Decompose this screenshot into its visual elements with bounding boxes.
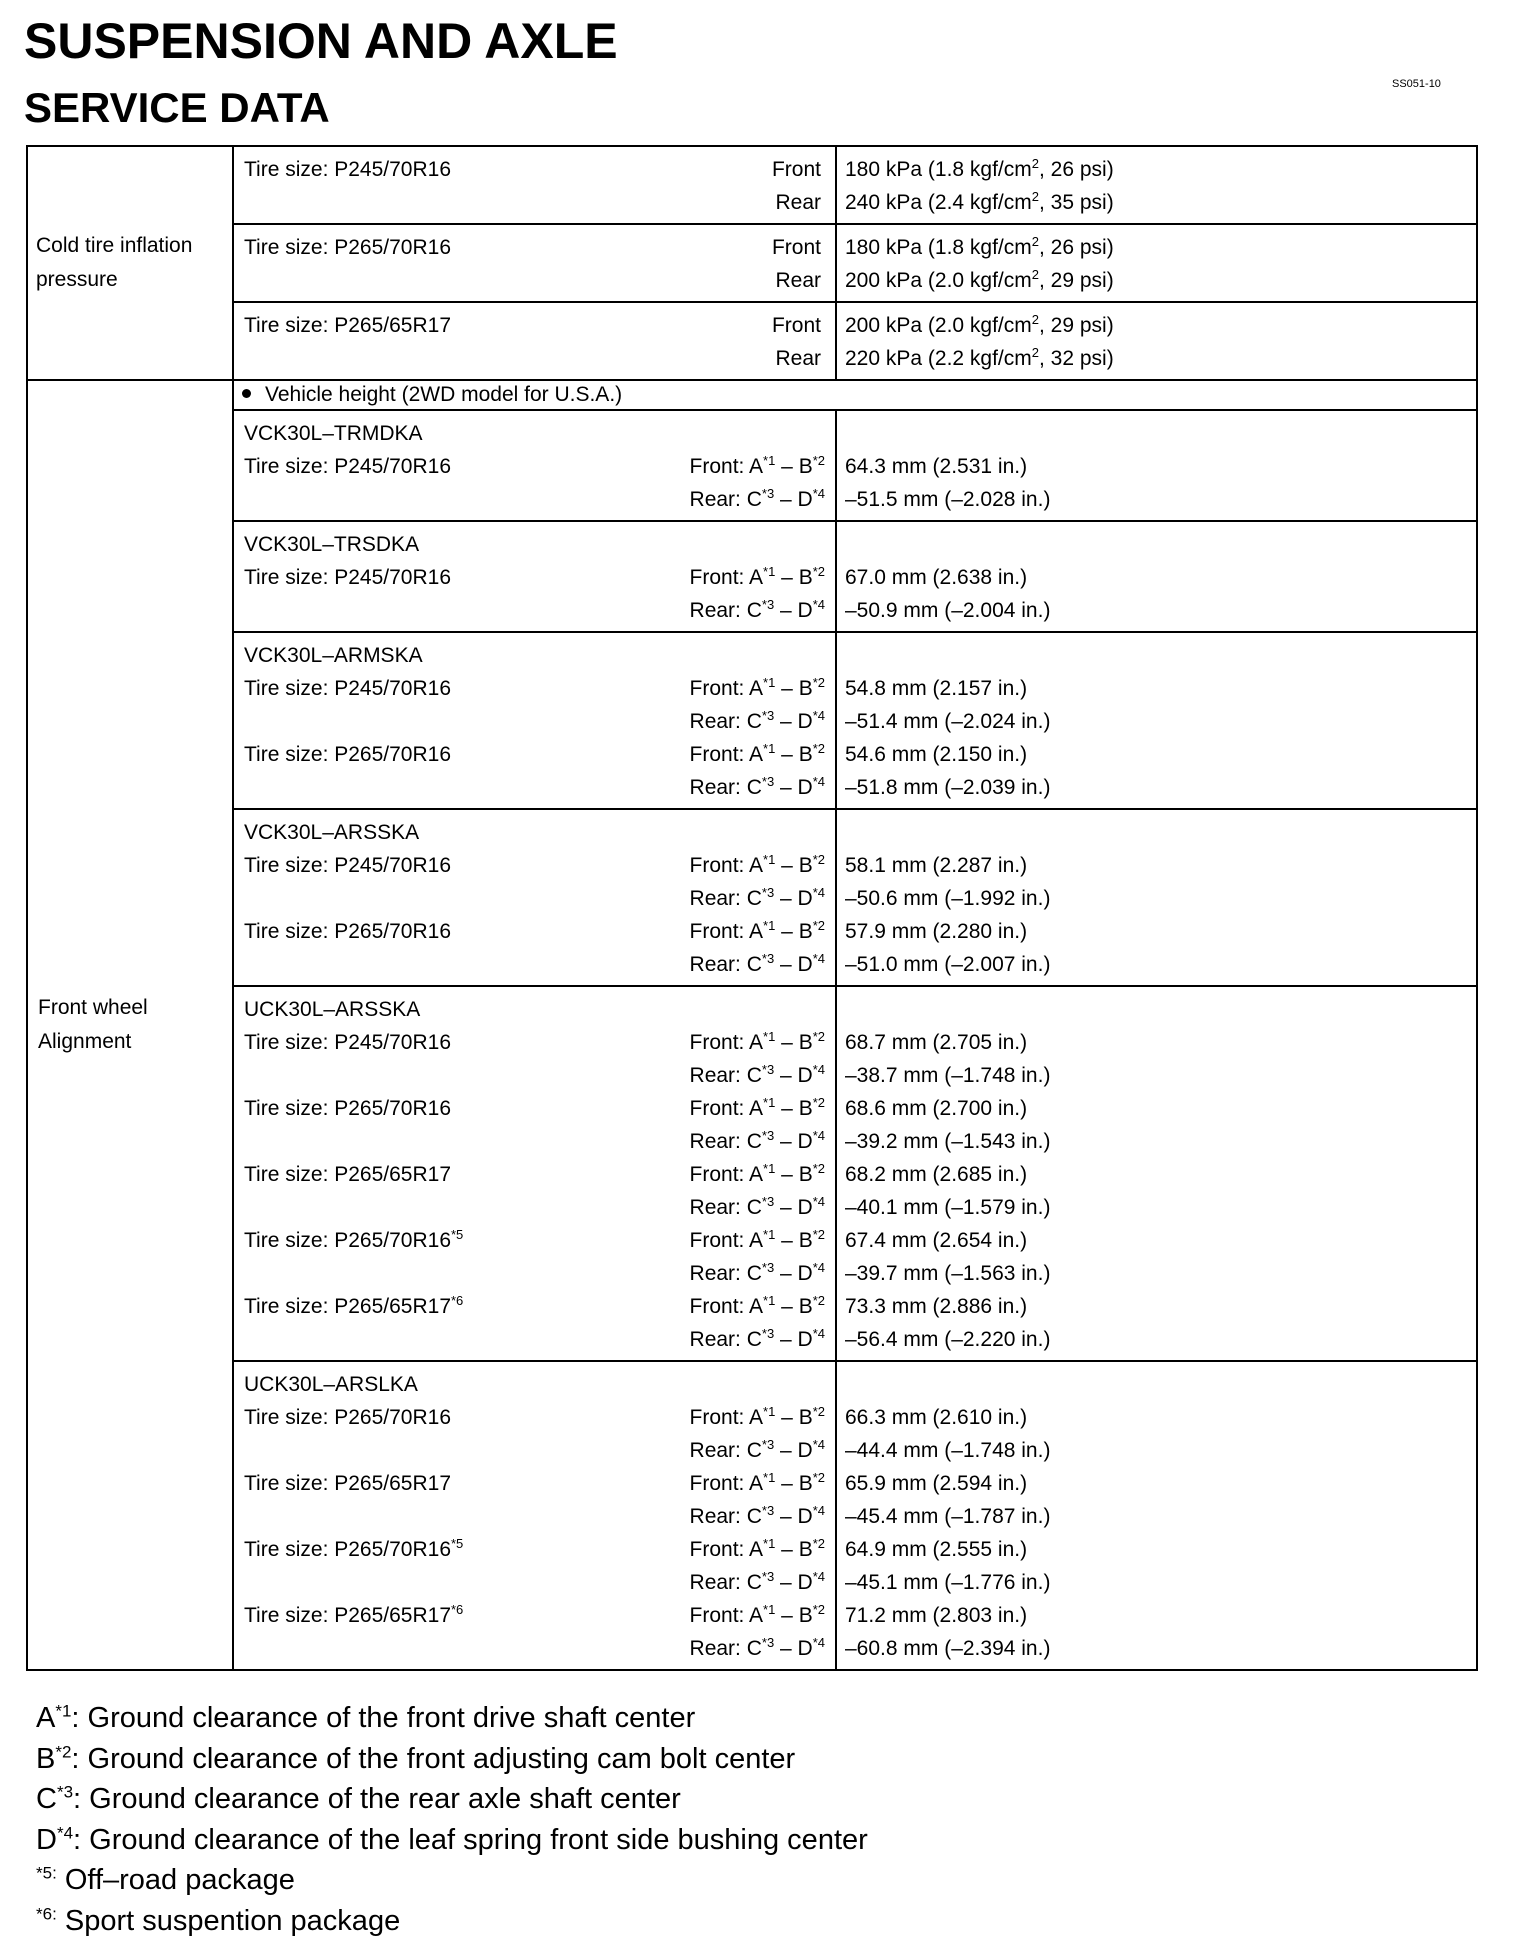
rear-value: –39.2 mm (–1.543 in.) [845, 1130, 1051, 1153]
front-value: 68.2 mm (2.685 in.) [845, 1163, 1028, 1186]
label-column [234, 225, 837, 301]
table-row [27, 1361, 1477, 1670]
model-name: UCK30L–ARSLKA [244, 1373, 418, 1396]
tire-line [244, 309, 825, 342]
footnote [36, 1860, 868, 1901]
table-row [27, 632, 1477, 809]
rear-line [244, 1257, 825, 1290]
front-label: Front: $A^{*1} - B^{*2}$ [689, 1029, 825, 1054]
label-column [234, 633, 837, 808]
front-line [244, 672, 825, 705]
front-value: 71.2 mm (2.803 in.) [845, 1604, 1028, 1627]
rear-label: Rear: $C^{*3} - D^{*4}$ [689, 1194, 825, 1219]
front-label: Front: $A^{*1} - B^{*2}$ [689, 453, 825, 478]
section-title: SERVICE DATA [24, 84, 330, 131]
rear-label: Rear: $C^{*3} - D^{*4}$ [689, 597, 825, 622]
rear-line [244, 594, 825, 627]
table-row [27, 224, 1477, 302]
model-name: UCK30L–ARSSKA [244, 998, 421, 1021]
footnote [36, 1698, 868, 1739]
front-line [244, 1224, 825, 1257]
tire-size: Tire size: P265/65R17 [244, 314, 451, 337]
rear-value: –40.1 mm (–1.579 in.) [845, 1196, 1051, 1219]
tire-size: Tire size: P265/70R16 [244, 743, 451, 766]
footnote-sup: *6: [36, 1903, 57, 1923]
rear-line [244, 705, 825, 738]
blank-line [845, 1368, 1468, 1401]
value-column [837, 147, 1476, 223]
front-value: 54.6 mm (2.150 in.) [845, 743, 1028, 766]
label-column [234, 987, 837, 1360]
tire-size: Tire size: P265/70R16$^{*5}$ [244, 1536, 464, 1561]
front-label: Front: $A^{*1} - B^{*2}$ [689, 564, 825, 589]
label-column [234, 810, 837, 985]
label-column [234, 411, 837, 520]
rear-value: –50.6 mm (–1.992 in.) [845, 887, 1051, 910]
table-row [27, 146, 1477, 224]
rear-value: –51.0 mm (–2.007 in.) [845, 953, 1051, 976]
model-cell [233, 986, 1477, 1361]
value-cell [233, 146, 1477, 224]
front-label: Front [771, 236, 821, 259]
front-value: 57.9 mm (2.280 in.) [845, 920, 1028, 943]
rear-line [244, 1632, 825, 1665]
rear-line [244, 1566, 825, 1599]
spec-grid [234, 633, 1476, 808]
spec-grid [234, 810, 1476, 985]
footnote-text: : Ground clearance of the rear axle shaft center [73, 1783, 681, 1815]
front-value: 68.6 mm (2.700 in.) [845, 1097, 1028, 1120]
rear-label: Rear: $C^{*3} - D^{*4}$ [689, 1326, 825, 1351]
table-row [27, 809, 1477, 986]
label-column [234, 147, 837, 223]
tire-size: Tire size: P265/65R17$^{*6}$ [244, 1293, 464, 1318]
footnote [36, 1901, 868, 1942]
rear-value: –39.7 mm (–1.563 in.) [845, 1262, 1051, 1285]
rear-label: Rear [775, 191, 821, 214]
front-label: Front: $A^{*1} - B^{*2}$ [689, 1161, 825, 1186]
front-line [244, 1401, 825, 1434]
model-name: VCK30L–TRMDKA [244, 422, 423, 445]
tire-size: Tire size: P265/65R17 [244, 1163, 451, 1186]
tire-size: Tire size: P245/70R16 [244, 677, 451, 700]
model-cell [233, 521, 1477, 632]
label-column [234, 522, 837, 631]
footnote-sup: *5: [36, 1863, 57, 1883]
rear-label: Rear: $C^{*3} - D^{*4}$ [689, 774, 825, 799]
table-row [27, 380, 1477, 410]
front-value: 66.3 mm (2.610 in.) [845, 1406, 1028, 1429]
rear-line [244, 186, 825, 219]
tire-size: Tire size: P245/70R16 [244, 566, 451, 589]
front-line [244, 1467, 825, 1500]
rear-line [244, 1323, 825, 1356]
front-line [244, 1290, 825, 1323]
front-line [244, 849, 825, 882]
bullet-cell [233, 380, 1477, 410]
front-value: 67.0 mm (2.638 in.) [845, 566, 1028, 589]
footnote-sup: *2 [55, 1741, 72, 1761]
rear-label: Rear: $C^{*3} - D^{*4}$ [689, 1635, 825, 1660]
front-value: 58.1 mm (2.287 in.) [845, 854, 1028, 877]
tire-line [244, 231, 825, 264]
rear-line [244, 483, 825, 516]
value-column [837, 411, 1476, 520]
rear-value: 220 kPa (2.2 kgf/$cm^2$, 32 psi) [845, 345, 1114, 370]
rear-value: –51.4 mm (–2.024 in.) [845, 710, 1051, 733]
footnote-sup: *3 [56, 1782, 74, 1802]
front-value: 180 kPa (1.8 kgf/$cm^2$, 26 psi) [845, 156, 1114, 181]
footnote-mark: C [36, 1783, 57, 1815]
front-line [244, 1092, 825, 1125]
rear-value: –56.4 mm (–2.220 in.) [845, 1328, 1051, 1351]
spec-grid [234, 225, 1476, 301]
rear-label: Rear: $C^{*3} - D^{*4}$ [689, 486, 825, 511]
front-line [244, 1158, 825, 1191]
value-column [837, 303, 1476, 379]
front-value: 68.7 mm (2.705 in.) [845, 1031, 1028, 1054]
tire-size: Tire size: P245/70R16 [244, 854, 451, 877]
category-cell [27, 380, 233, 1670]
footnote-mark: D [36, 1823, 57, 1856]
rear-line [244, 1191, 825, 1224]
rear-label: Rear [775, 269, 821, 292]
rear-value: –38.7 mm (–1.748 in.) [845, 1064, 1051, 1087]
vehicle-height-label: Vehicle height (2WD model for U.S.A.) [265, 383, 623, 406]
tire-size: Tire size: P245/70R16 [244, 455, 451, 478]
tire-size: Tire size: P245/70R16 [244, 1031, 451, 1054]
rear-label: Rear: $C^{*3} - D^{*4}$ [689, 1569, 825, 1594]
footnote-mark: B [36, 1742, 56, 1775]
front-line [244, 1599, 825, 1632]
front-label: Front: $A^{*1} - B^{*2}$ [689, 1602, 825, 1627]
front-value: 200 kPa (2.0 kgf/$cm^2$, 29 psi) [845, 312, 1114, 337]
value-column [837, 810, 1476, 985]
rear-line [244, 771, 825, 804]
tire-size: Tire size: P265/70R16$^{*5}$ [244, 1227, 464, 1252]
blank-line [845, 528, 1468, 561]
rear-value: –51.5 mm (–2.028 in.) [845, 488, 1051, 511]
tire-line [244, 153, 825, 186]
rear-line [244, 882, 825, 915]
front-label: Front: $A^{*1} - B^{*2}$ [689, 1293, 825, 1318]
value-cell [233, 302, 1477, 380]
rear-line [244, 342, 825, 375]
footnote-text: Off–road package [56, 1864, 295, 1896]
model-name: VCK30L–ARSSKA [244, 821, 420, 844]
service-data-table [26, 145, 1478, 1671]
rear-value: –51.8 mm (–2.039 in.) [845, 776, 1051, 799]
rear-value: –45.1 mm (–1.776 in.) [845, 1571, 1051, 1594]
spec-grid [234, 522, 1476, 631]
front-value: 64.9 mm (2.555 in.) [845, 1538, 1028, 1561]
rear-label: Rear: $C^{*3} - D^{*4}$ [689, 1128, 825, 1153]
category-label: Front wheel Alignment [38, 996, 148, 1053]
rear-value: –50.9 mm (–2.004 in.) [845, 599, 1051, 622]
table-row [27, 302, 1477, 380]
front-label: Front: $A^{*1} - B^{*2}$ [689, 1095, 825, 1120]
front-label: Front: $A^{*1} - B^{*2}$ [689, 918, 825, 943]
tire-size: Tire size: P245/70R16 [244, 158, 451, 181]
front-label: Front: $A^{*1} - B^{*2}$ [689, 1404, 825, 1429]
rear-label: Rear [775, 347, 821, 370]
front-label: Front [771, 314, 821, 337]
category-cell [27, 146, 233, 380]
footnote [36, 1779, 868, 1820]
front-line [244, 1533, 825, 1566]
front-value: 54.8 mm (2.157 in.) [845, 677, 1028, 700]
footnote-mark: A [36, 1702, 56, 1734]
table-row [27, 521, 1477, 632]
value-column [837, 633, 1476, 808]
front-line [244, 915, 825, 948]
front-line [244, 561, 825, 594]
blank-line [845, 639, 1468, 672]
blank-line [845, 993, 1468, 1026]
front-label: Front [771, 158, 821, 181]
front-value: 73.3 mm (2.886 in.) [845, 1295, 1028, 1318]
value-column [837, 987, 1476, 1360]
rear-label: Rear: $C^{*3} - D^{*4}$ [689, 1503, 825, 1528]
footnote-text: : Ground clearance of the leaf spring front side bushing center [73, 1823, 868, 1856]
tire-size: Tire size: P265/65R17$^{*6}$ [244, 1602, 464, 1627]
model-name: VCK30L–ARMSKA [244, 644, 423, 667]
category-label: Cold tire inflation pressure [36, 234, 193, 291]
rear-value: –44.4 mm (–1.748 in.) [845, 1439, 1051, 1462]
rear-label: Rear: $C^{*3} - D^{*4}$ [689, 1437, 825, 1462]
front-value: 65.9 mm (2.594 in.) [845, 1472, 1028, 1495]
bullet-icon [242, 389, 251, 398]
value-column [837, 522, 1476, 631]
footnote-text: : Ground clearance of the front drive shaft center [71, 1702, 696, 1734]
front-value: 67.4 mm (2.654 in.) [845, 1229, 1028, 1252]
blank-line [845, 417, 1468, 450]
rear-value: –60.8 mm (–2.394 in.) [845, 1637, 1051, 1660]
front-label: Front: $A^{*1} - B^{*2}$ [689, 1227, 825, 1252]
value-cell [233, 224, 1477, 302]
front-label: Front: $A^{*1} - B^{*2}$ [689, 852, 825, 877]
rear-value: 200 kPa (2.0 kgf/$cm^2$, 29 psi) [845, 267, 1114, 292]
table-row [27, 986, 1477, 1361]
tire-size: Tire size: P265/70R16 [244, 236, 451, 259]
model-name: VCK30L–TRSDKA [244, 533, 420, 556]
rear-value: 240 kPa (2.4 kgf/$cm^2$, 35 psi) [845, 189, 1114, 214]
footnotes [36, 1698, 868, 1941]
spec-grid [234, 987, 1476, 1360]
spec-grid [234, 303, 1476, 379]
footnote [36, 1739, 868, 1780]
rear-label: Rear: $C^{*3} - D^{*4}$ [689, 708, 825, 733]
page-code: SS051-10 [1392, 78, 1441, 90]
spec-grid [234, 411, 1476, 520]
front-label: Front: $A^{*1} - B^{*2}$ [689, 675, 825, 700]
footnote-sup: *4 [56, 1822, 74, 1842]
front-label: Front: $A^{*1} - B^{*2}$ [689, 1470, 825, 1495]
label-column [234, 1362, 837, 1669]
rear-label: Rear: $C^{*3} - D^{*4}$ [689, 885, 825, 910]
front-line [244, 450, 825, 483]
tire-size: Tire size: P265/70R16 [244, 920, 451, 943]
rear-label: Rear: $C^{*3} - D^{*4}$ [689, 1260, 825, 1285]
front-line [244, 738, 825, 771]
value-column [837, 225, 1476, 301]
page-title: SUSPENSION AND AXLE [24, 13, 618, 69]
footnote [36, 1820, 868, 1861]
blank-line [845, 816, 1468, 849]
tire-size: Tire size: P265/70R16 [244, 1097, 451, 1120]
rear-line [244, 1125, 825, 1158]
spec-grid [234, 147, 1476, 223]
front-label: Front: $A^{*1} - B^{*2}$ [689, 1536, 825, 1561]
tire-size: Tire size: P265/65R17 [244, 1472, 451, 1495]
rear-value: –45.4 mm (–1.787 in.) [845, 1505, 1051, 1528]
model-cell [233, 809, 1477, 986]
front-line [244, 1026, 825, 1059]
footnote-text: : Ground clearance of the front adjusting cam bolt center [71, 1742, 796, 1775]
rear-line [244, 264, 825, 297]
rear-label: Rear: $C^{*3} - D^{*4}$ [689, 951, 825, 976]
footnote-text: Sport suspention package [56, 1904, 401, 1937]
rear-label: Rear: $C^{*3} - D^{*4}$ [689, 1062, 825, 1087]
rear-line [244, 1434, 825, 1467]
table-row [27, 410, 1477, 521]
model-cell [233, 410, 1477, 521]
rear-line [244, 948, 825, 981]
label-column [234, 303, 837, 379]
tire-size: Tire size: P265/70R16 [244, 1406, 451, 1429]
rear-line [244, 1500, 825, 1533]
value-column [837, 1362, 1476, 1669]
model-cell [233, 1361, 1477, 1670]
front-label: Front: $A^{*1} - B^{*2}$ [689, 741, 825, 766]
model-cell [233, 632, 1477, 809]
front-value: 180 kPa (1.8 kgf/$cm^2$, 26 psi) [845, 234, 1114, 259]
spec-grid [234, 1362, 1476, 1669]
front-value: 64.3 mm (2.531 in.) [845, 455, 1028, 478]
rear-line [244, 1059, 825, 1092]
footnote-sup: *1 [55, 1701, 72, 1721]
